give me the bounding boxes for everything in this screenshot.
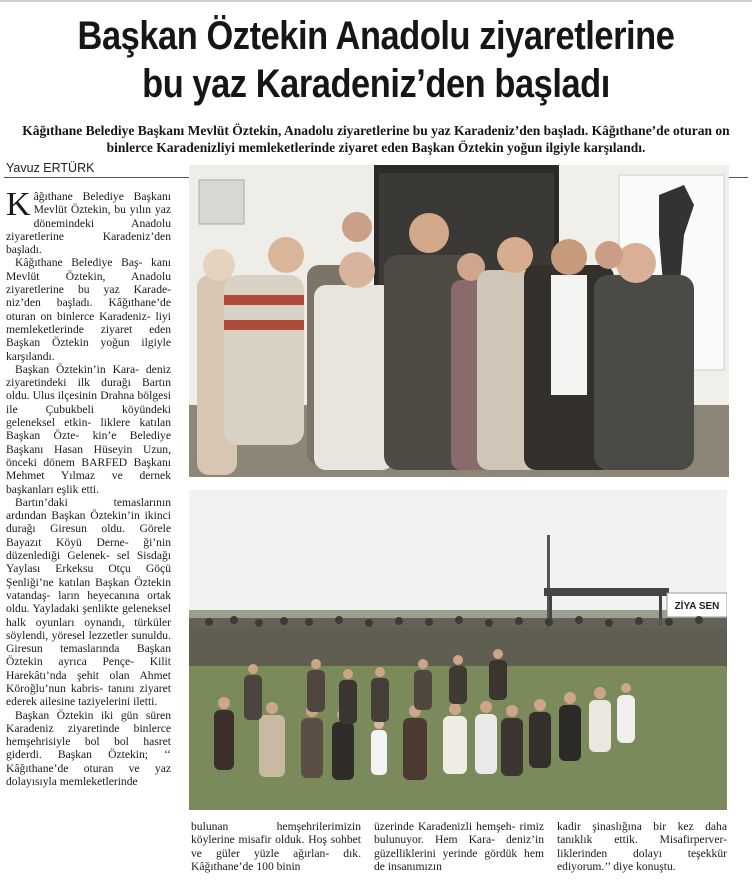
festival-photo-image (189, 490, 727, 810)
byline: Yavuz ERTÜRK (6, 161, 95, 175)
group-photo (189, 165, 729, 477)
paragraph-4: Bartın’daki temaslarının ardından Başkan Öztekin’in ikinci durağı Giresun oldu. Görele Bayazıt Köyü Derne- ği’nin düzenlediği Gelenek- sel Sisdağı Yaylası Erkeksu Otçu Göçü Şenliği’ne katılan Başkan Öztekin vatandaş- ların heyecanına ortak oldu. Yayladaki şenlikte geleneksel halk oyunları oynandı, türküler söylendi, yöresel lezzetler sunuldu. Giresun temaslarında Başkan Öztekin ayrıca Pençe- Kilit Harekâtı’nda şehit olan Ahmet Köroğlu’nun kabris- tanını ziyaret ederek ailesine taziyelerini iletti. (6, 495, 171, 709)
body-column-4: kadir şinaslığına bir kez daha tanıklık ettik. Misafirperver- liklerinden dolayı teşekkür ediyorum.’’ diye konuştu. (557, 820, 727, 873)
paragraph-2: Kâğıthane Belediye Baş- kanı Mevlüt Öztekin, Anadolu ziyaretlerine bu yaz Karade- niz’den başladı. Kâğıthane’de oturan on binlerce Karadeniz- liyi memleketlerinde ziyaret eden Başkan Öztekin yoğun ilgiyle karşılandı. (6, 256, 171, 363)
festival-photo (189, 490, 727, 810)
body-column-3: üzerinde Karadenizli hemşeh- rimiz bulunuyor. Hem Kara- deniz’in güzelliklerini yerinde gördük hem de insanımızın (374, 820, 544, 873)
festival-sign-text: ZİYA SEN (674, 601, 720, 612)
top-border (0, 0, 752, 2)
group-photo-image (189, 165, 729, 477)
drop-cap: K (6, 190, 31, 223)
body-column-2: bulunan hemşehrilerimizin köylerine misafir olduk. Hoş sohbet ve güler yüzle ağırlan- dık. Kâğıthane’de 100 binin (191, 820, 361, 873)
paragraph-1: Kâğıthane Belediye Başkanı Mevlüt Öztekin, bu yılın yaz dönemindeki Anadolu ziyaretlerine Karadeniz’den başladı. (6, 190, 171, 257)
headline (53, 12, 700, 108)
subheadline: Kâğıthane Belediye Başkanı Mevlüt Öztekin, Anadolu ziyaretlerine bu yaz Karadeniz’den başladı. Kâğıthane’de oturan on binlerce Karadenizliyi memleketlerinde ziyaret eden Başkan Öztekin yoğun ilgiyle karşılandı. (22, 123, 730, 155)
headline-line-1: Başkan Öztekin Anadolu ziyaretlerine (77, 14, 675, 58)
paragraph-3: Başkan Öztekin’in Kara- deniz ziyaretindeki ilk durağı Bartın oldu. Ulus ilçesinin Drahna bölgesi ile Çubukbeli köyündeki geleneksel etkin- liklere katılan Başkan Özte- kin’e Belediye Başkanı Hasan Hüseyin Uzun, önceki dönem BARFED Başkanı Mehmet Yılmaz ve dernek başkanları eşlik etti. (6, 362, 171, 496)
headline-line-2: bu yaz Karadeniz’den başladı (142, 62, 610, 106)
paragraph-5: Başkan Öztekin iki gün süren Karadeniz ziyaretinde binlerce hemşehrisiyle bol bol hasret giderdi. Başkan Öztekin; ‘‘ Kâğıthane’de oturan ve yaz dolayısıyla memleketlerinde (6, 708, 171, 789)
body-column-1 (6, 190, 171, 875)
